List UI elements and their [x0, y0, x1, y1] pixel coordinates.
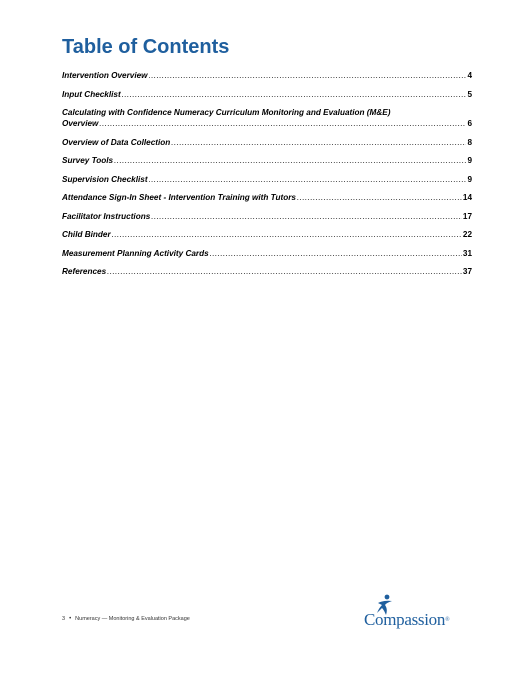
- toc-entry-attendance-sheet[interactable]: [62, 192, 472, 203]
- toc-entry-label: Input Checklist: [62, 89, 121, 99]
- toc-page-number: 17: [462, 211, 472, 221]
- footer-bullet: •: [69, 616, 72, 622]
- page-title: Table of Contents: [62, 36, 230, 58]
- toc-entry-label: Overview of Data Collection: [62, 137, 171, 147]
- toc-leader-dots: [171, 137, 466, 148]
- toc-leader-dots: [99, 118, 466, 129]
- toc-leader-dots: [297, 192, 462, 203]
- toc-entry-supervision-checklist[interactable]: [62, 174, 472, 185]
- toc-entry-survey-tools[interactable]: [62, 155, 472, 166]
- toc-page-number: 5: [467, 89, 472, 99]
- toc-entry-activity-cards[interactable]: [62, 248, 472, 259]
- table-of-contents: [62, 70, 472, 285]
- toc-entry-facilitator-instructions[interactable]: [62, 211, 472, 222]
- toc-page-number: 14: [462, 193, 472, 202]
- toc-page-number: 37: [462, 267, 472, 276]
- toc-page-number: 22: [462, 230, 472, 239]
- footer-page-number: 3: [62, 616, 66, 622]
- toc-entry-references[interactable]: [62, 266, 472, 277]
- toc-page-number: 8: [467, 137, 472, 147]
- toc-page-number: 31: [462, 248, 472, 258]
- toc-leader-dots: [114, 155, 466, 166]
- toc-entry-label: Facilitator Instructions: [62, 211, 151, 221]
- toc-entry-label: Measurement Planning Activity Cards: [62, 248, 209, 258]
- toc-page-number: 9: [467, 156, 472, 165]
- toc-leader-dots: [107, 266, 462, 277]
- toc-entry-label: Attendance Sign-In Sheet - Intervention Training with Tutors: [62, 193, 296, 202]
- toc-entry-input-checklist[interactable]: [62, 89, 472, 100]
- toc-leader-dots: [112, 229, 462, 240]
- toc-entry-label: Intervention Overview: [62, 71, 148, 80]
- logo-wordmark: Compassion®: [364, 610, 450, 629]
- toc-entry-label-line1: Calculating with Confidence Numeracy Curriculum Monitoring and Evaluation (M&E): [62, 108, 391, 117]
- toc-page-number: 9: [467, 174, 472, 184]
- toc-page-number: 4: [467, 71, 472, 80]
- toc-page-number: 6: [467, 119, 472, 128]
- toc-entry-label: Overview: [62, 119, 99, 128]
- toc-entry-label: Survey Tools: [62, 156, 114, 165]
- toc-leader-dots: [151, 211, 462, 222]
- toc-entry-intervention-overview[interactable]: [62, 70, 472, 81]
- toc-entry-data-collection[interactable]: [62, 137, 472, 148]
- toc-leader-dots: [149, 174, 467, 185]
- compassion-logo: [364, 594, 464, 634]
- toc-entry-label: References: [62, 267, 107, 276]
- toc-leader-dots: [210, 248, 462, 259]
- toc-entry-me-overview[interactable]: [62, 107, 472, 129]
- toc-leader-dots: [149, 70, 467, 81]
- footer-text: Numeracy — Monitoring & Evaluation Package: [75, 616, 190, 622]
- toc-entry-label: Child Binder: [62, 230, 111, 239]
- toc-entry-child-binder[interactable]: [62, 229, 472, 240]
- page-footer: [62, 615, 190, 623]
- toc-leader-dots: [122, 89, 467, 100]
- toc-entry-label: Supervision Checklist: [62, 174, 148, 184]
